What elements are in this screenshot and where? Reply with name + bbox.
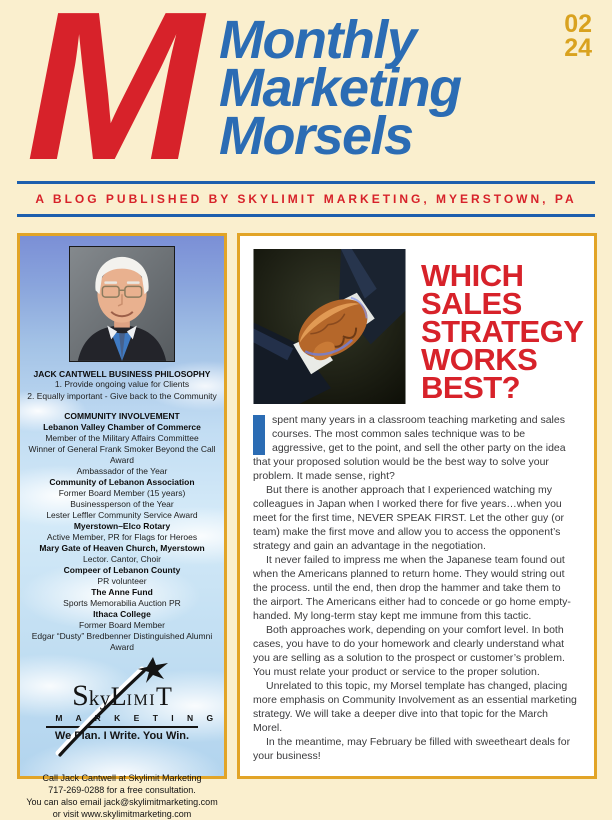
article-paragraph: It never failed to impress me when the Japanese team found out when the Americans planned to return home. They would string out the process. until the end, then drop the hammer and take them to the airport. The Americans either had to concede or go home empty-handed. My long-term stay kept me immune from this tactic.: [253, 554, 571, 622]
article-headline: WHICH SALES STRATEGY WORKS BEST?: [421, 258, 584, 405]
handshake-photo: [253, 249, 406, 404]
issue-date: [564, 12, 592, 60]
involvement-line: Ambassador of the Year: [76, 466, 168, 476]
article-paragraph: Both approaches work, depending on your comfort level. In both cases, you have to do your homework and clearly understand what you are selling as a solution to the prospect or customer’s problem. You must relate your product or service to the proper solution.: [253, 624, 565, 678]
publisher-banner-text: A BLOG PUBLISHED BY SKYLIMIT MARKETING, MYERSTOWN, PA: [35, 192, 577, 206]
involvement-line: Lester Leffler Community Service Award: [46, 510, 198, 520]
article-opening-paragraph: spent many years in a classroom teaching marketing and sales courses. The most common sales technique was to be aggressive, get to the point, and sell the other party on the idea that your proposed solution would be the best way to solve your problem. It made sense, right?: [253, 414, 566, 482]
involvement-line: Former Board Member (15 years): [58, 488, 186, 498]
involvement-line: Businessperson of the Year: [70, 499, 174, 509]
contact-line: Call Jack Cantwell at Skylimit Marketing: [42, 773, 202, 783]
article-panel: [237, 233, 597, 779]
contact-line: or visit www.skylimitmarketing.com: [52, 809, 192, 819]
skylimit-logo: [20, 679, 224, 767]
involvement-line: PR volunteer: [97, 576, 147, 586]
article-body: [253, 413, 577, 763]
involvement-list: [20, 422, 224, 653]
article-paragraph: In the meantime, may February be filled with sweetheart deals for your business!: [253, 736, 571, 762]
involvement-line: Compeer of Lebanon County: [63, 565, 181, 575]
publisher-banner: [17, 181, 595, 217]
involvement-line: Former Board Member: [79, 620, 165, 630]
philosophy-item: 2. Equally important - Give back to the Community: [27, 390, 217, 401]
philosophy-title: JACK CANTWELL BUSINESS PHILOSOPHY: [33, 369, 211, 379]
skylimit-wordmark: SkyLIMIT: [72, 679, 172, 712]
involvement-line: Active Member, PR for Flags for Heroes: [46, 532, 198, 542]
involvement-line: Community of Lebanon Association: [49, 477, 195, 487]
involvement-line: Myerstown–Elco Rotary: [73, 521, 171, 531]
involvement-line: Lebanon Valley Chamber of Commerce: [43, 422, 201, 432]
issue-year: 24: [564, 34, 592, 62]
involvement-line: Mary Gate of Heaven Church, Myerstown: [39, 543, 205, 553]
involvement-line: The Anne Fund: [91, 587, 153, 597]
article-paragraphs: [253, 483, 577, 763]
masthead-word-monthly: Monthly: [219, 10, 416, 70]
involvement-title: COMMUNITY INVOLVEMENT: [64, 411, 180, 421]
article-paragraph: Unrelated to this topic, my Morsel template has changed, placing more emphasis on Community Involvement as an essential marketing strategy. We will take a deeper dive into that topic for the March Morel.: [253, 680, 577, 734]
profile-sidebar: [17, 233, 227, 819]
involvement-line: Winner of General Frank Smoker Beyond the Call Award: [28, 444, 216, 465]
issue-month: 02: [564, 10, 592, 38]
masthead-word-marketing: Marketing: [219, 58, 461, 118]
involvement-line: Lector. Cantor, Choir: [83, 554, 161, 564]
involvement-line: Edgar “Dusty” Bredbenner Distinguished Alumni Award: [31, 631, 213, 652]
logo-subtitle: M A R K E T I N G: [55, 713, 219, 723]
contact-line: 717-269-0288 for a free consultation.: [48, 785, 196, 795]
involvement-line: Ithaca College: [93, 609, 151, 619]
masthead-initial-m: M: [26, 0, 203, 204]
philosophy-item: 1. Provide ongoing value for Clients: [54, 379, 190, 389]
jack-cantwell-portrait-photo: [69, 246, 175, 362]
logo-tagline: We Plan. I Write. You Win.: [54, 730, 190, 742]
involvement-line: Sports Memorabilia Auction PR: [63, 598, 181, 608]
philosophy-list: [20, 379, 224, 402]
masthead-title: [219, 10, 461, 166]
contact-line: You can also email jack@skylimitmarketing.com: [26, 797, 218, 807]
drop-cap: [253, 415, 265, 455]
masthead-word-morsels: Morsels: [219, 106, 413, 166]
involvement-line: Member of the Military Affairs Committee: [45, 433, 199, 443]
article-paragraph: But there is another approach that I experienced watching my colleagues in Japan when I worked there for five years…when you meet for the first time, NEVER SPEAK FIRST. Let the other guy (or team) make the first move and allow you to access the opponent’s strategy and gain an advantage in the negotiation.: [253, 484, 565, 552]
contact-block: [20, 772, 224, 820]
